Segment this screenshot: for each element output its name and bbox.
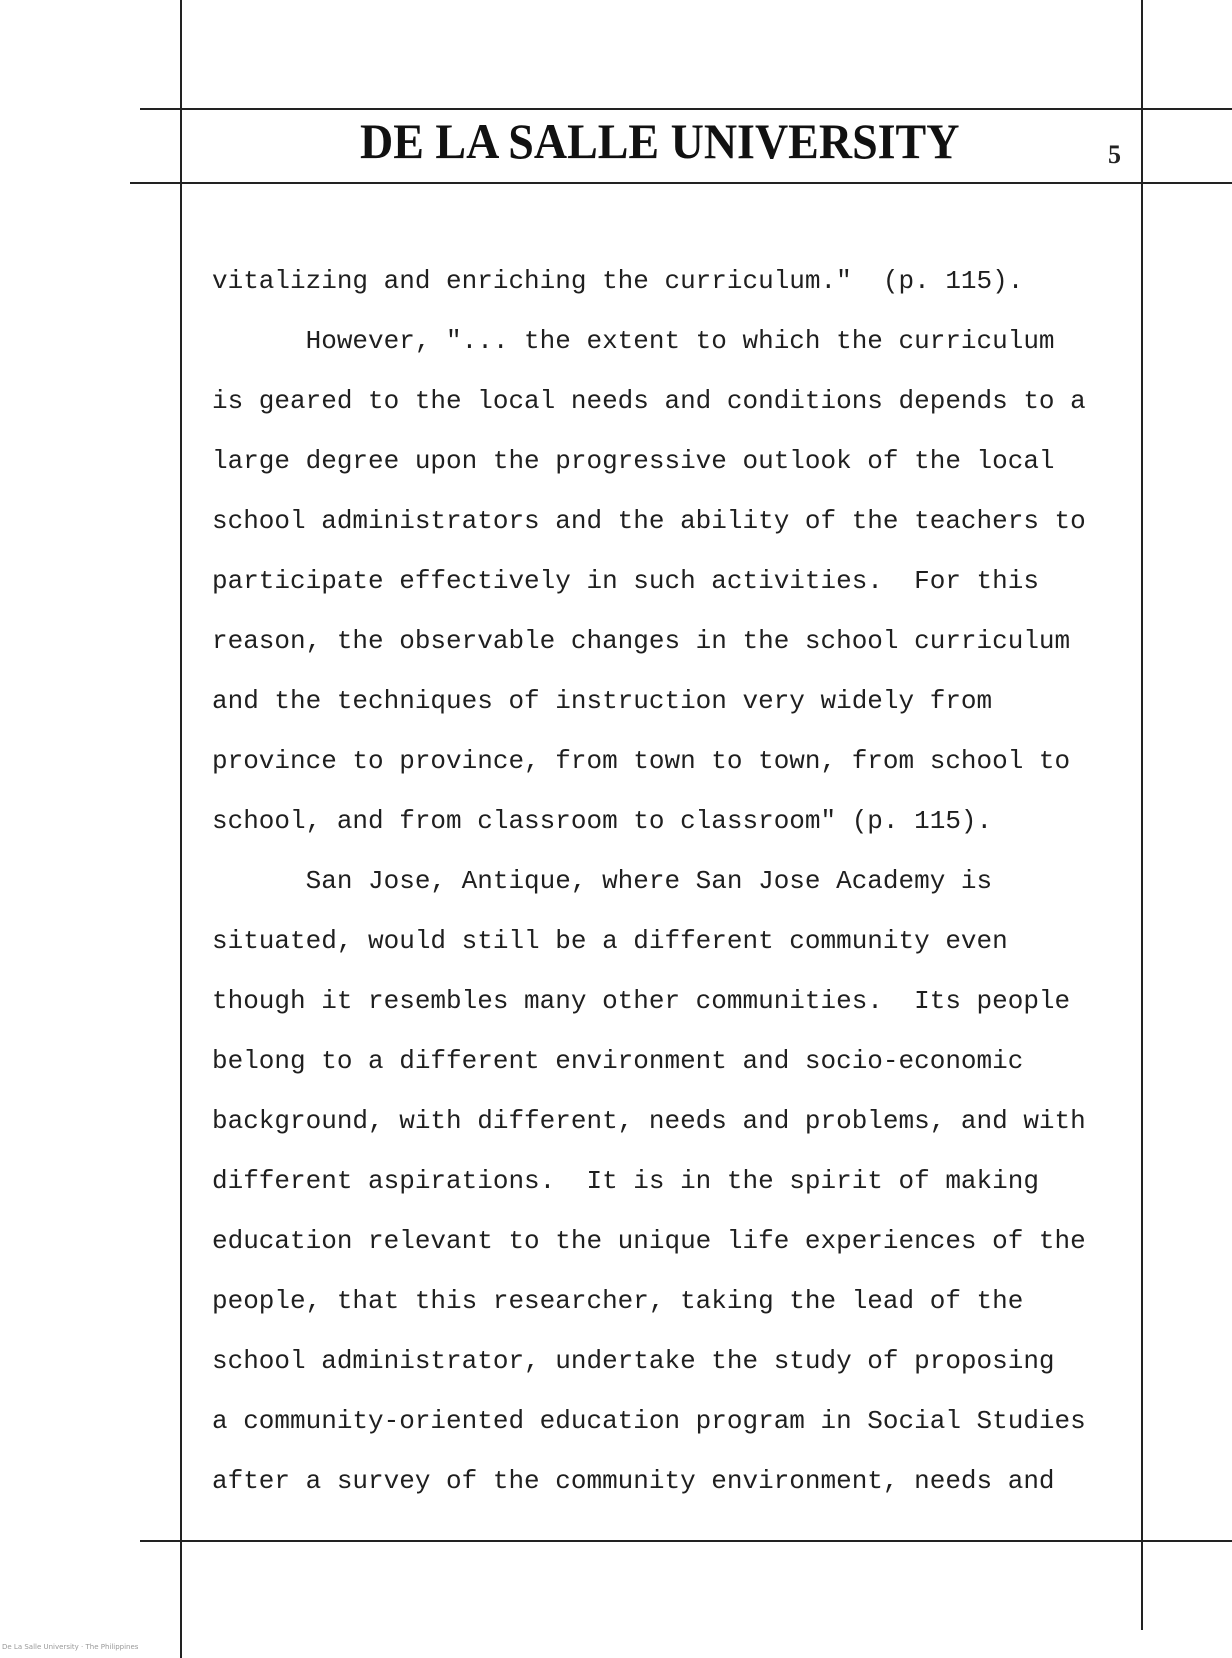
header-bottom-rule xyxy=(130,182,1232,184)
header-top-rule xyxy=(140,108,1232,110)
text-line: people, that this researcher, taking the lead of the xyxy=(212,1286,1024,1316)
left-margin-rule xyxy=(180,0,182,1658)
text-line: after a survey of the community environment, needs and xyxy=(212,1466,1055,1496)
text-line: vitalizing and enriching the curriculum." (p. 115). xyxy=(212,266,1024,296)
text-line: belong to a different environment and socio-economic xyxy=(212,1046,1024,1076)
text-line: background, with different, needs and problems, and with xyxy=(212,1106,1086,1136)
text-line: different aspirations. It is in the spirit of making xyxy=(212,1166,1039,1196)
text-line: reason, the observable changes in the school curriculum xyxy=(212,626,1071,656)
footer-rule xyxy=(140,1540,1232,1542)
right-margin-rule xyxy=(1141,0,1143,1630)
text-line: However, "... the extent to which the curriculum xyxy=(212,326,1055,356)
text-line: and the techniques of instruction very widely from xyxy=(212,686,993,716)
text-line: province to province, from town to town, from school to xyxy=(212,746,1071,776)
text-line: a community-oriented education program in Social Studies xyxy=(212,1406,1086,1436)
text-line: school administrator, undertake the study of proposing xyxy=(212,1346,1055,1376)
text-line: large degree upon the progressive outlook of the local xyxy=(212,446,1055,476)
page-number: 5 xyxy=(1108,140,1121,169)
text-line: school, and from classroom to classroom" (p. 115). xyxy=(212,806,993,836)
university-header-title: DE LA SALLE UNIVERSITY xyxy=(360,113,960,169)
text-line: participate effectively in such activities. For this xyxy=(212,566,1039,596)
text-line: is geared to the local needs and conditions depends to a xyxy=(212,386,1086,416)
text-line: school administrators and the ability of the teachers to xyxy=(212,506,1086,536)
text-line: situated, would still be a different community even xyxy=(212,926,1008,956)
text-line: though it resembles many other communities. Its people xyxy=(212,986,1071,1016)
text-line: San Jose, Antique, where San Jose Academy is xyxy=(212,866,993,896)
text-line: education relevant to the unique life experiences of the xyxy=(212,1226,1086,1256)
scan-footer-note: De La Salle University · The Philippines xyxy=(2,1643,139,1651)
